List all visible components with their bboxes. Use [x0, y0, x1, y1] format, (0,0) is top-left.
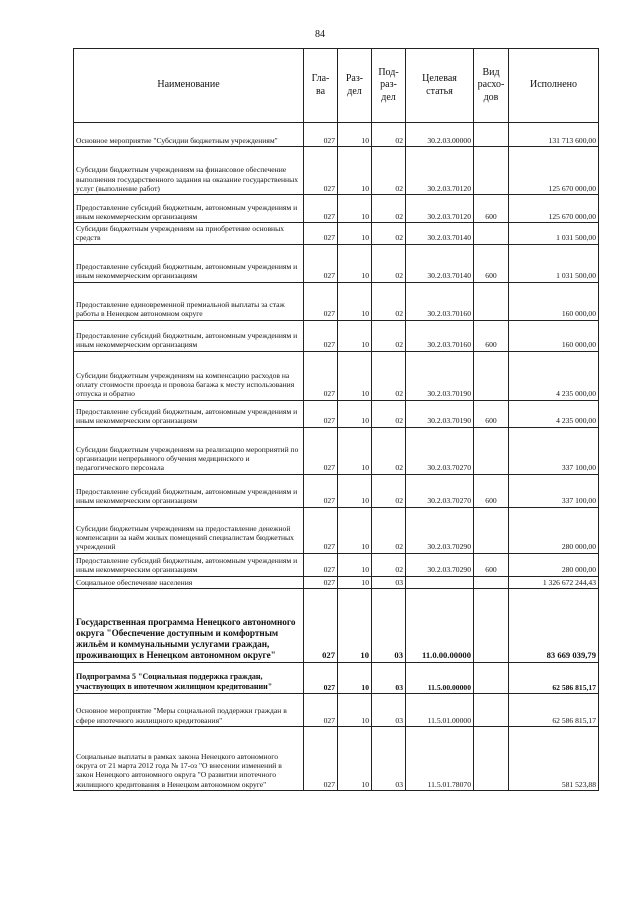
row-executed: 62 586 815,17 [509, 693, 599, 726]
row-target: 30.2.03.00000 [406, 123, 474, 147]
row-expense-type [474, 662, 509, 693]
row-subsection: 02 [372, 282, 406, 320]
row-executed: 160 000,00 [509, 320, 599, 351]
table-row [74, 195, 599, 223]
row-chapter: 027 [304, 282, 338, 320]
row-chapter: 027 [304, 553, 338, 576]
row-expense-type [474, 123, 509, 147]
row-expense-type [474, 147, 509, 195]
header-executed: Исполнено [509, 49, 599, 123]
row-name: Субсидии бюджетным учреждениям на финансовое обеспечение выполнения государственного задания на оказание государственных услуг (выполнение работ) [74, 147, 304, 195]
row-section: 10 [338, 662, 372, 693]
row-name: Предоставление субсидий бюджетным, автономным учреждениям и иным некоммерческим организациям [74, 400, 304, 427]
row-name: Субсидии бюджетным учреждениям на предоставление денежной компенсации за наём жилых помещений специалистам бюджетных учреждений [74, 507, 304, 553]
row-target: 30.2.03.70120 [406, 195, 474, 223]
row-target: 30.2.03.70160 [406, 282, 474, 320]
row-name: Социальные выплаты в рамках закона Ненецкого автономного округа от 21 марта 2012 года № 17-оз "О внесении изменений в закон Ненецкого автономного округа "О развитии ипотечного жилищного кредитования в Ненецком автономном округе" [74, 726, 304, 790]
header-name: Наименование [74, 49, 304, 123]
row-executed: 125 670 000,00 [509, 147, 599, 195]
row-subsection: 02 [372, 123, 406, 147]
row-subsection: 02 [372, 553, 406, 576]
row-subsection: 02 [372, 427, 406, 474]
row-chapter: 027 [304, 507, 338, 553]
row-name: Предоставление субсидий бюджетным, автономным учреждениям и иным некоммерческим организациям [74, 320, 304, 351]
header-chapter: Гла- ва [304, 49, 338, 123]
header-row [74, 49, 599, 123]
row-expense-type [474, 223, 509, 245]
row-subsection: 02 [372, 223, 406, 245]
row-executed: 581 523,88 [509, 726, 599, 790]
table-row [74, 244, 599, 282]
row-name: Государственная программа Ненецкого автономного округа "Обеспечение доступным и комфортным жильём и коммунальными услугами граждан, проживающих в Ненецком автономном округе" [74, 588, 304, 662]
row-executed: 4 235 000,00 [509, 351, 599, 400]
row-executed: 62 586 815,17 [509, 662, 599, 693]
row-executed: 1 031 500,00 [509, 244, 599, 282]
table-row [74, 588, 599, 662]
row-executed: 1 031 500,00 [509, 223, 599, 245]
budget-table [73, 48, 599, 791]
row-subsection: 02 [372, 507, 406, 553]
row-subsection: 02 [372, 400, 406, 427]
row-expense-type [474, 576, 509, 588]
row-section: 10 [338, 123, 372, 147]
row-expense-type: 600 [474, 244, 509, 282]
row-subsection: 02 [372, 320, 406, 351]
row-target: 30.2.03.70190 [406, 400, 474, 427]
table-row [74, 693, 599, 726]
row-target: 11.0.00.00000 [406, 588, 474, 662]
row-subsection: 02 [372, 195, 406, 223]
page-number: 84 [315, 29, 325, 40]
table-row [74, 147, 599, 195]
row-name: Предоставление субсидий бюджетным, автономным учреждениям и иным некоммерческим организациям [74, 474, 304, 507]
row-executed: 83 669 039,79 [509, 588, 599, 662]
row-target [406, 576, 474, 588]
row-expense-type [474, 693, 509, 726]
row-chapter: 027 [304, 244, 338, 282]
table-row [74, 507, 599, 553]
row-subsection: 03 [372, 576, 406, 588]
row-target: 30.2.03.70290 [406, 553, 474, 576]
table-row [74, 223, 599, 245]
row-target: 30.2.03.70270 [406, 427, 474, 474]
row-expense-type [474, 588, 509, 662]
header-section: Раз- дел [338, 49, 372, 123]
row-expense-type: 600 [474, 195, 509, 223]
row-expense-type [474, 427, 509, 474]
row-subsection: 02 [372, 474, 406, 507]
row-expense-type: 600 [474, 474, 509, 507]
row-executed: 125 670 000,00 [509, 195, 599, 223]
row-name: Социальное обеспечение населения [74, 576, 304, 588]
row-subsection: 02 [372, 147, 406, 195]
row-expense-type [474, 351, 509, 400]
row-name: Предоставление субсидий бюджетным, автономным учреждениям и иным некоммерческим организациям [74, 195, 304, 223]
row-section: 10 [338, 507, 372, 553]
row-chapter: 027 [304, 123, 338, 147]
row-subsection: 03 [372, 662, 406, 693]
row-executed: 4 235 000,00 [509, 400, 599, 427]
row-subsection: 02 [372, 244, 406, 282]
table-row [74, 427, 599, 474]
row-chapter: 027 [304, 400, 338, 427]
row-chapter: 027 [304, 693, 338, 726]
row-chapter: 027 [304, 223, 338, 245]
header-target: Целевая статья [406, 49, 474, 123]
row-name: Предоставление единовременной премиальной выплаты за стаж работы в Ненецком автономном округе [74, 282, 304, 320]
row-chapter: 027 [304, 474, 338, 507]
row-name: Субсидии бюджетным учреждениям на компенсацию расходов на оплату стоимости проезда и провоза багажа к месту использования отпуска и обратно [74, 351, 304, 400]
row-target: 30.2.03.70270 [406, 474, 474, 507]
row-subsection: 02 [372, 351, 406, 400]
row-section: 10 [338, 474, 372, 507]
row-expense-type [474, 726, 509, 790]
table-row [74, 576, 599, 588]
row-section: 10 [338, 576, 372, 588]
row-target: 30.2.03.70160 [406, 320, 474, 351]
row-section: 10 [338, 244, 372, 282]
row-name: Основное мероприятие "Меры социальной поддержки граждан в сфере ипотечного жилищного кредитования" [74, 693, 304, 726]
row-chapter: 027 [304, 351, 338, 400]
row-executed: 160 000,00 [509, 282, 599, 320]
row-section: 10 [338, 147, 372, 195]
row-name: Подпрограмма 5 "Социальная поддержка граждан, участвующих в ипотечном жилищном кредитовании" [74, 662, 304, 693]
table-row [74, 282, 599, 320]
header-subsection: Под- раз- дел [372, 49, 406, 123]
row-subsection: 03 [372, 588, 406, 662]
row-executed: 280 000,00 [509, 507, 599, 553]
row-chapter: 027 [304, 427, 338, 474]
row-section: 10 [338, 553, 372, 576]
row-section: 10 [338, 282, 372, 320]
row-executed: 337 100,00 [509, 427, 599, 474]
row-subsection: 03 [372, 726, 406, 790]
row-name: Предоставление субсидий бюджетным, автономным учреждениям и иным некоммерческим организациям [74, 244, 304, 282]
row-target: 30.2.03.70120 [406, 147, 474, 195]
row-chapter: 027 [304, 588, 338, 662]
row-section: 10 [338, 427, 372, 474]
row-subsection: 03 [372, 693, 406, 726]
table-row [74, 320, 599, 351]
row-executed: 1 326 672 244,43 [509, 576, 599, 588]
row-target: 30.2.03.70140 [406, 244, 474, 282]
row-executed: 280 000,00 [509, 553, 599, 576]
row-expense-type [474, 282, 509, 320]
row-target: 11.5.00.00000 [406, 662, 474, 693]
row-chapter: 027 [304, 195, 338, 223]
row-target: 11.5.01.78070 [406, 726, 474, 790]
table-row [74, 553, 599, 576]
row-chapter: 027 [304, 726, 338, 790]
row-section: 10 [338, 400, 372, 427]
row-target: 30.2.03.70190 [406, 351, 474, 400]
table-row [74, 351, 599, 400]
row-target: 30.2.03.70140 [406, 223, 474, 245]
row-chapter: 027 [304, 147, 338, 195]
header-expense-type: Вид расхо- дов [474, 49, 509, 123]
row-target: 30.2.03.70290 [406, 507, 474, 553]
row-section: 10 [338, 693, 372, 726]
row-target: 11.5.01.00000 [406, 693, 474, 726]
row-chapter: 027 [304, 662, 338, 693]
row-section: 10 [338, 588, 372, 662]
row-expense-type: 600 [474, 400, 509, 427]
table-row [74, 400, 599, 427]
row-name: Основное мероприятие "Субсидии бюджетным учреждениям" [74, 123, 304, 147]
row-expense-type: 600 [474, 320, 509, 351]
row-expense-type: 600 [474, 553, 509, 576]
row-section: 10 [338, 223, 372, 245]
table-row [74, 662, 599, 693]
row-expense-type [474, 507, 509, 553]
row-executed: 131 713 600,00 [509, 123, 599, 147]
row-name: Субсидии бюджетным учреждениям на реализацию мероприятий по организации непрерывного обучения медицинского и педагогического персонала [74, 427, 304, 474]
row-name: Предоставление субсидий бюджетным, автономным учреждениям и иным некоммерческим организациям [74, 553, 304, 576]
row-name: Субсидии бюджетным учреждениям на приобретение основных средств [74, 223, 304, 245]
row-section: 10 [338, 320, 372, 351]
table-row [74, 123, 599, 147]
table-row [74, 474, 599, 507]
row-executed: 337 100,00 [509, 474, 599, 507]
row-chapter: 027 [304, 576, 338, 588]
row-chapter: 027 [304, 320, 338, 351]
row-section: 10 [338, 351, 372, 400]
table-row [74, 726, 599, 790]
row-section: 10 [338, 726, 372, 790]
row-section: 10 [338, 195, 372, 223]
